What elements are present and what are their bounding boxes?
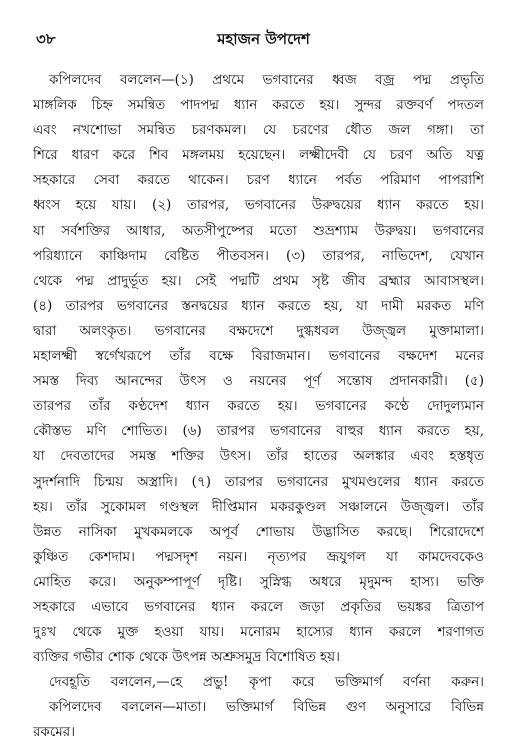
text-line: সুদর্শনাদি চিন্ময় অস্ত্রাদি। (৭) তারপর ভগবানের মুখমণ্ডলের ধ্যান করতে (33, 473, 484, 490)
text-line: যা দেবতাদের সমস্ত শক্তির উৎস। তাঁর হাতের অলঙ্কার এবং হস্তধৃত (33, 448, 484, 465)
text-line: মাঙ্গলিক চিহ্ন সমন্বিত পাদপদ্ম ধ্যান করতে হয়। সুন্দর রক্তবর্ণ পদতল (33, 97, 484, 114)
text-line: কুঞ্চিত কেশদাম। পদ্মসদৃশ নয়ন। নৃত্যপর ভ্রূযুগল যা কামদেবকেও (33, 548, 484, 565)
page-header (36, 28, 491, 52)
body-text (33, 68, 485, 746)
text-line: কপিলদেব বললেন—(১) প্রথমে ভগবানের ধ্বজ বজ্র পদ্ম প্রভৃতি (49, 72, 484, 88)
page-number: ৩৮ (36, 30, 56, 48)
text-line: যা সর্বশক্তির আধার, অতসীপুষ্পের মতো শুভ্রশ্যাম উরুদ্বয়। ভগবানের (33, 222, 484, 239)
text-line: ধ্বংস হয়ে যায়। (২) তারপর, ভগবানের উরুদ্বয়ের ধ্যান করতে হয়। (33, 197, 484, 214)
text-line: মোহিত করে। অনুকম্পাপূর্ণ দৃষ্টি। সুস্নিগ্ধ অধরে মৃদুমন্দ হাস্য। ভক্তি (33, 573, 484, 590)
text-line: রকমের। (33, 724, 76, 741)
text-line: দুঃখ থেকে মুক্ত হওয়া যায়। মনোরম হাস্যের ধ্যান করলে শরণাগত (33, 624, 484, 641)
text-line: (৪) তারপর ভগবানের স্তনদ্বয়ের ধ্যান করতে হয়, যা দামী মরকত মণি (33, 297, 484, 314)
text-line: তারপর তাঁর কণ্ঠদেশ ধ্যান করতে হয়। ভগবানের কণ্ঠে দোদুল্যমান (33, 398, 484, 415)
text-line: কৌস্তভ মণি শোভিত। (৬) তারপর ভগবানের বাহুর ধ্যান করতে হয়, (33, 423, 484, 440)
text-line: দেবহূতি বললেন,—হে প্রভু! কৃপা করে ভক্তিমার্গ বর্ণনা করুন। (49, 674, 484, 691)
text-line: এবং নখশোভা সমন্বিত চরণকমল। যে চরণের ধৌত জল গঙ্গা। তা (33, 122, 484, 139)
running-title: মহাজন উপদেশ (217, 30, 310, 48)
text-line: হয়। তাঁর সুকোমল গণ্ডস্থল দীপ্তিমান মকরকুণ্ডল সঞ্চালনে উজ্জ্বল। তাঁর (33, 498, 484, 515)
text-line: সহকারে সেবা করতে থাকেন। চরণ ধ্যানে পর্বত পরিমাণ পাপরাশি (33, 172, 484, 189)
text-line: সমস্ত দিব্য আনন্দের উৎস ও নয়নের পূর্ণ সন্তোষ প্রদানকারী। (৫) (33, 373, 484, 390)
text-line: কপিলদেব বললেন—মাতা। ভক্তিমার্গ বিভিন্ন গুণ অনুসারে বিভিন্ন (49, 699, 484, 716)
text-line: পরিধ্যানে কাঞ্চিদাম বেষ্টিত পীতবসন। (৩) তারপর, নাভিদেশ, যেখান (33, 247, 484, 264)
text-line: থেকে পদ্ম প্রাদুর্ভূত হয়। সেই পদ্মটি প্রথম সৃষ্ট জীব ব্রহ্মার আবাসস্থল। (33, 272, 484, 289)
text-line: শিরে ধারণ করে শিব মঙ্গলময় হয়েছেন। লক্ষ্মীদেবী যে চরণ অতি যত্ন (33, 147, 484, 164)
text-line: ব্যক্তির গভীর শোক থেকে উৎপন্ন অশ্রুসমুদ্র বিশোষিত হয়। (33, 649, 340, 666)
text-line: দ্বারা অলংকৃত। ভগবানের বক্ষদেশে দুগ্ধধবল উজ্জ্বল মুক্তামালা। (33, 322, 484, 339)
text-line: সহকারে এভাবে ভগবানের ধ্যান করলে জড়া প্রকৃতির ভয়ঙ্কর ত্রিতাপ (33, 598, 484, 615)
text-line: উন্নত নাসিকা মুখকমলকে অপূর্ব শোভায় উদ্ভাসিত করছে। শিরোদেশে (33, 523, 484, 540)
text-line: মহালক্ষ্মী স্বর্গেখরূপে তাঁর বক্ষে বিরাজমান। ভগবানের বক্ষদেশ মনের (33, 348, 484, 365)
